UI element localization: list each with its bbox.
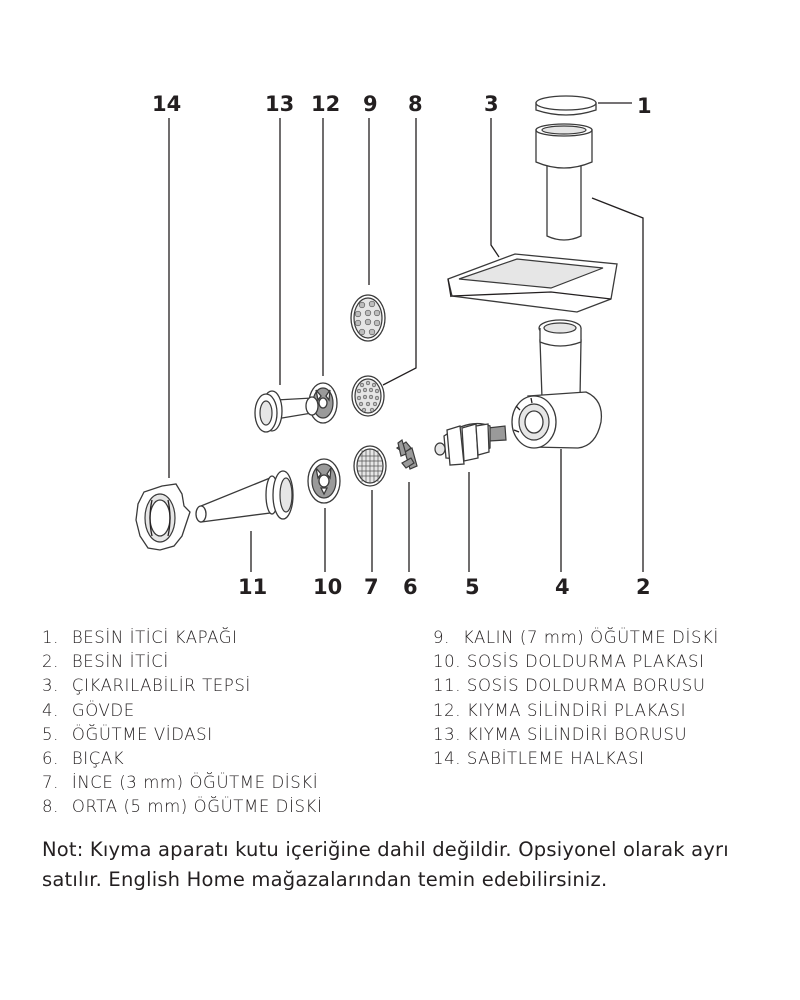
callout-5: 5 xyxy=(465,575,480,599)
list-item: 13. KIYMA SİLİNDİRİ BORUSU xyxy=(433,724,688,744)
callout-11: 11 xyxy=(238,575,268,599)
callout-9: 9 xyxy=(363,92,378,116)
callout-13: 13 xyxy=(265,92,295,116)
part-coarse-plate xyxy=(351,295,385,341)
part-food-pusher xyxy=(536,124,592,240)
callout-12: 12 xyxy=(311,92,341,116)
list-item: 1. BESİN İTİCİ KAPAĞI xyxy=(42,628,238,647)
callout-8: 8 xyxy=(408,92,423,116)
callout-4: 4 xyxy=(555,575,570,599)
list-item: 3. ÇIKARILABİLİR TEPSİ xyxy=(42,676,251,696)
note-text: Not: Kıyma aparatı kutu içeriğine dahil değildir. Opsiyonel olarak ayrı satılır. English Home mağazalarından temin edebilirsiniz. xyxy=(42,838,729,891)
part-medium-plate xyxy=(352,376,384,416)
part-fixing-ring xyxy=(136,484,190,550)
callout-3: 3 xyxy=(484,92,499,116)
list-item: 2. BESİN İTİCİ xyxy=(42,652,169,672)
parts-list-right xyxy=(433,626,719,771)
part-grinding-screw xyxy=(435,424,506,465)
callout-1: 1 xyxy=(637,94,652,118)
part-sausage-tube xyxy=(196,471,293,522)
callout-6: 6 xyxy=(403,575,418,599)
leader-8 xyxy=(383,118,416,385)
list-item: 4. GÖVDE xyxy=(42,700,135,720)
part-fine-plate xyxy=(354,446,386,486)
part-mincer-tube xyxy=(255,391,318,432)
list-item: 12. KIYMA SİLİNDİRİ PLAKASI xyxy=(433,700,687,720)
list-item: 5. ÖĞÜTME VİDASI xyxy=(42,724,213,744)
leader-2 xyxy=(592,198,643,572)
list-item: 7. İNCE (3 mm) ÖĞÜTME DİSKİ xyxy=(42,773,319,793)
callout-10: 10 xyxy=(313,575,343,599)
list-item: 14. SABİTLEME HALKASI xyxy=(433,749,645,769)
list-item: 10. SOSİS DOLDURMA PLAKASI xyxy=(433,652,705,672)
callout-14: 14 xyxy=(152,92,182,116)
parts-list-left xyxy=(42,626,322,820)
list-item: 8. ORTA (5 mm) ÖĞÜTME DİSKİ xyxy=(42,797,323,817)
part-body xyxy=(512,320,601,448)
list-item: 9. KALIN (7 mm) ÖĞÜTME DİSKİ xyxy=(433,628,719,647)
part-removable-tray xyxy=(448,254,617,312)
part-blade xyxy=(397,440,417,469)
part-pusher-cap xyxy=(536,96,596,115)
list-item: 11. SOSİS DOLDURMA BORUSU xyxy=(433,676,706,696)
leader-3 xyxy=(491,118,499,257)
list-item: 6. BIÇAK xyxy=(42,749,125,769)
part-sausage-plate xyxy=(308,459,340,503)
callout-7: 7 xyxy=(364,575,379,599)
callout-2: 2 xyxy=(636,575,651,599)
